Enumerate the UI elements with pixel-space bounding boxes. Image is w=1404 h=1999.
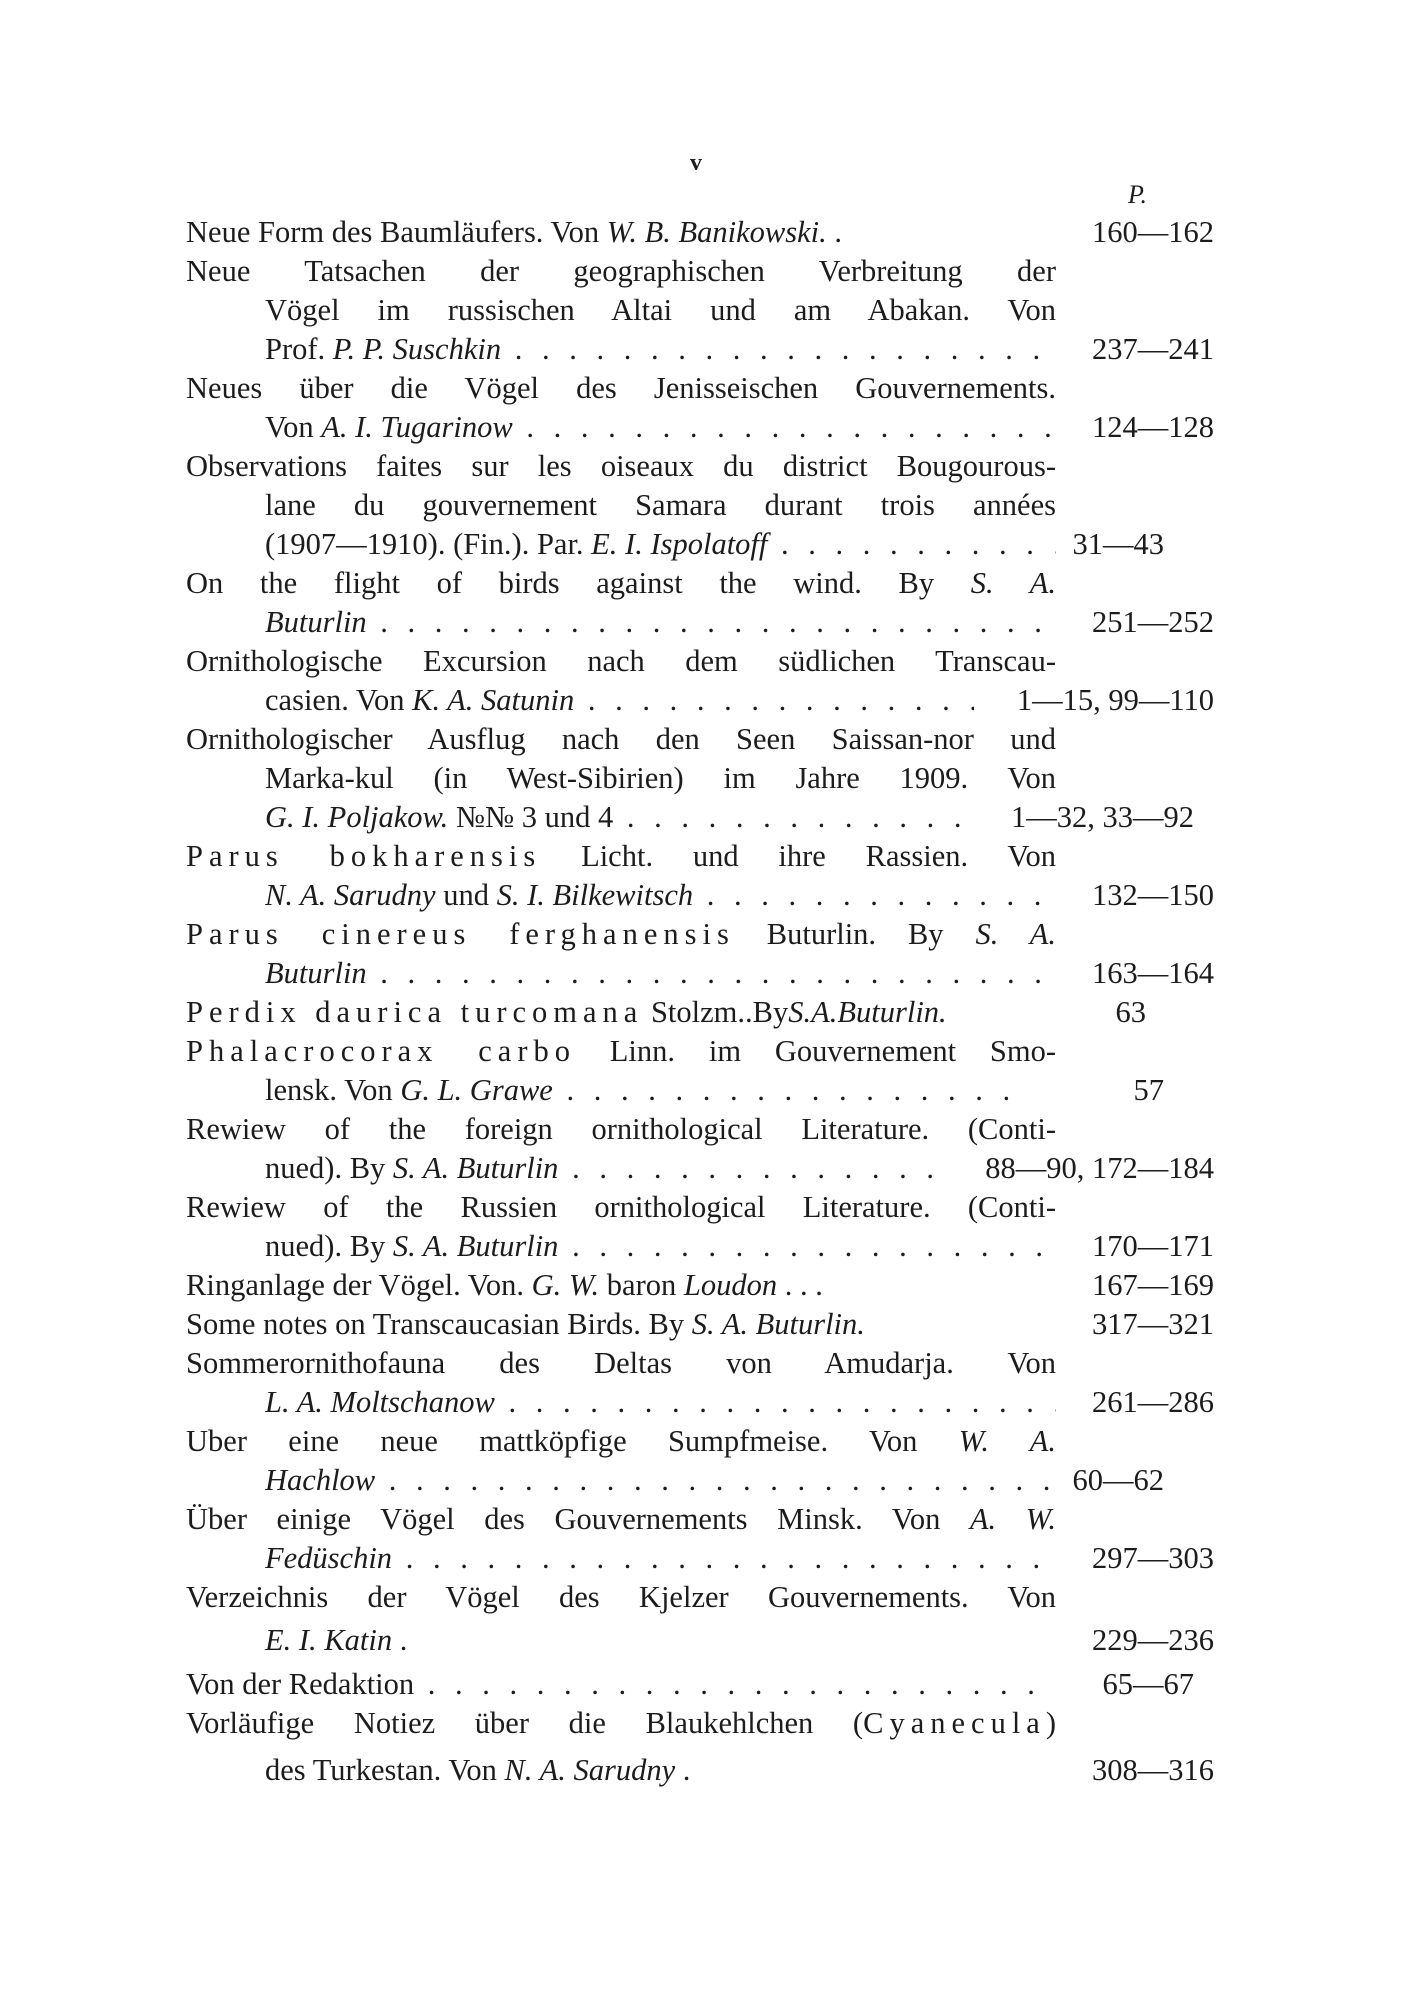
entry-pages: 60—62 (1072, 1463, 1164, 1497)
entry-title: Uber eine neue mattköpfige Sumpfmeise. Von (186, 1424, 959, 1458)
entry-species: Parus cinereus ferghanensis (186, 917, 735, 951)
index-entry-cont (0, 1382, 1404, 1422)
entry-title-cont: des Turkestan. Von (265, 1753, 505, 1787)
entry-pages: 88—90, 172—184 (985, 1151, 1214, 1185)
entry-author: E. I. Katin (265, 1623, 393, 1657)
entry-author: Loudon (683, 1268, 778, 1302)
entry-pages: 124—128 (1092, 410, 1214, 444)
index-entry (0, 992, 1404, 1032)
entry-title-cont: nued). By (265, 1229, 393, 1263)
entry-title: Observations faites sur les oiseaux du district Bougourous- (186, 449, 1056, 483)
entry-author: Buturlin (265, 605, 367, 639)
entry-author: E. I. Ispolatoff (591, 527, 768, 561)
entry-pages: 132—150 (1092, 878, 1214, 912)
entry-author: K. A. Satunin (412, 683, 575, 717)
entry-author: S.A.Buturlin. (788, 995, 947, 1029)
index-entry-cont (0, 1460, 1404, 1500)
entry-pages: 229—236 (1092, 1623, 1214, 1657)
entry-pages: 163—164 (1092, 956, 1214, 990)
index-entry (0, 1187, 1404, 1227)
index-entry (0, 641, 1404, 681)
index-entry-cont (0, 1620, 1404, 1660)
entry-pages: 167—169 (1092, 1268, 1214, 1302)
index-entry-cont (0, 524, 1404, 564)
entry-pages: 1—15, 99—110 (1016, 683, 1214, 717)
entry-title: Vorläufige Notiez über die Blaukehlchen ( (186, 1706, 864, 1740)
entry-title-cont: (1907—1910). (Fin.). Par. (265, 527, 592, 561)
index-entry (0, 1031, 1404, 1071)
entry-pages: 1—32, 33—92 (1011, 800, 1194, 834)
entry-title-cont: . (675, 1753, 691, 1787)
entry-title-cont: №№ 3 und 4 (448, 800, 614, 834)
index-entry (0, 1703, 1404, 1743)
entry-author: W. B. Banikowski. (606, 215, 827, 249)
entry-author: Hachlow (265, 1463, 376, 1497)
entry-author: S. I. Bilkewitsch (496, 878, 694, 912)
entry-pages: 317—321 (1092, 1307, 1214, 1341)
entry-author: S. A. Buturlin (392, 1151, 559, 1185)
index-entry-cont (0, 290, 1404, 330)
index-entry (0, 1499, 1404, 1539)
entry-author: Buturlin (265, 956, 367, 990)
entry-title: Ornithologische Excursion nach dem südlichen Transcau- (186, 644, 1056, 678)
index-entry (0, 563, 1404, 603)
entry-title-cont: lensk. Von (265, 1073, 401, 1107)
index-entry-cont (0, 1148, 1404, 1188)
entry-pages: 160—162 (1092, 215, 1214, 249)
index-entry-cont (0, 329, 1404, 369)
index-entry-cont (0, 1750, 1404, 1790)
entry-pages: 31—43 (1072, 527, 1164, 561)
index-entry-cont (0, 1226, 1404, 1266)
pages-column-label: P. (1128, 180, 1148, 209)
entry-author: W. A. (958, 1424, 1056, 1458)
index-entry-cont (0, 797, 1404, 837)
entry-pages: 308—316 (1092, 1753, 1214, 1787)
index-entry-cont (0, 953, 1404, 993)
entry-author: S. A. Buturlin (392, 1229, 559, 1263)
entry-title: Some notes on Transcaucasian Birds. By (186, 1307, 692, 1341)
entry-title: baron (599, 1268, 684, 1302)
entry-title-cont: und (435, 878, 497, 912)
index-entry (0, 719, 1404, 759)
index-entry-cont (0, 680, 1404, 720)
index-entry (0, 1664, 1404, 1704)
entry-author: G. W. (531, 1268, 600, 1302)
entry-title: Buturlin. By (734, 917, 976, 951)
entry-title-cont: nued). By (265, 1151, 393, 1185)
index-entry-cont (0, 602, 1404, 642)
entry-pages: 57 (1133, 1073, 1164, 1107)
index-entry: Ringanlage der Vögel. Von. G. W. baron Loudon . . . 167—169 (0, 1265, 1404, 1305)
entry-author: S. A. (975, 917, 1056, 951)
entry-author: G. L. Grawe (400, 1073, 553, 1107)
entry-author: S. A. Buturlin. (691, 1307, 865, 1341)
index-entry (0, 446, 1404, 486)
entry-pages: 237—241 (1092, 332, 1214, 366)
entry-author: S. A. (970, 566, 1056, 600)
entry-pages: 63 (1115, 995, 1146, 1029)
entry-title-cont: lane du gouvernement Samara durant trois années (265, 488, 1056, 522)
index-entry-cont (0, 407, 1404, 447)
entry-title: Ringanlage der Vögel. Von. (186, 1268, 532, 1302)
entry-author: G. I. Poljakow. (265, 800, 449, 834)
entry-title: Linn. im Gouvernement Smo- (575, 1034, 1056, 1068)
index-entry (0, 1577, 1404, 1617)
entry-title: Neue Tatsachen der geographischen Verbreitung der (186, 254, 1056, 288)
entry-title: Ornithologischer Ausflug nach den Seen Saissan-nor und (186, 722, 1056, 756)
entry-species: Cyanecula (863, 1706, 1046, 1740)
index-entry-cont (0, 758, 1404, 798)
index-entry-cont (0, 1070, 1404, 1110)
index-entry-cont (0, 485, 1404, 525)
entry-title-cont: Vögel im russischen Altai und am Abakan. Von (265, 293, 1056, 327)
entry-author: N. A. Sarudny (504, 1753, 676, 1787)
entry-pages: 170—171 (1092, 1229, 1214, 1263)
entry-author: L. A. Moltschanow (265, 1385, 495, 1419)
index-entry (0, 914, 1404, 954)
entry-title: On the flight of birds against the wind. By (186, 566, 971, 600)
entry-title: Verzeichnis der Vögel des Kjelzer Gouvernements. Von (186, 1580, 1056, 1614)
entry-author: Fedüschin (265, 1541, 393, 1575)
entry-title: Sommerornithofauna des Deltas von Amudarja. Von (186, 1346, 1056, 1380)
entry-author: P. P. Suschkin (332, 332, 502, 366)
entry-title: ) (1045, 1706, 1056, 1740)
entry-title-cont: . (392, 1623, 408, 1657)
index-entry (0, 1304, 1404, 1344)
entry-title: Rewiew of the Russien ornithological Literature. (Conti- (186, 1190, 1056, 1224)
entry-pages: 297—303 (1092, 1541, 1214, 1575)
entry-title: Licht. und ihre Rassien. Von (541, 839, 1056, 873)
entry-title-cont: Marka-kul (in West-Sibirien) im Jahre 1909. Von (265, 761, 1056, 795)
index-entry (0, 251, 1404, 291)
index-entry (0, 1109, 1404, 1149)
entry-title-cont: Prof. (265, 332, 333, 366)
entry-title: Stolzm..By (643, 995, 789, 1029)
index-entry-cont (0, 1538, 1404, 1578)
entry-pages: 65—67 (1102, 1667, 1194, 1701)
entry-title-cont: casien. Von (265, 683, 413, 717)
entry-title: Neue Form des Baumläufers. Von (186, 215, 607, 249)
entry-title: Rewiew of the foreign ornithological Literature. (Conti- (186, 1112, 1056, 1146)
index-entry-cont (0, 875, 1404, 915)
entry-author: A. I. Tugarinow (321, 410, 513, 444)
entry-pages: 261—286 (1092, 1385, 1214, 1419)
entry-species: Parus bokharensis (186, 839, 542, 873)
entry-title: Von der Redaktion (186, 1667, 415, 1701)
entry-title: Neues über die Vögel des Jenisseischen Gouvernements. (186, 371, 1056, 405)
index-entry (0, 1343, 1404, 1383)
index-entry (0, 1421, 1404, 1461)
index-entry (0, 836, 1404, 876)
entry-pages: 251—252 (1092, 605, 1214, 639)
entry-species: Perdix daurica turcomana (186, 995, 644, 1029)
entry-author: A. W. (969, 1502, 1056, 1536)
index-entry (0, 368, 1404, 408)
entry-author: N. A. Sarudny (265, 878, 436, 912)
entry-species: Phalacrocorax carbo (186, 1034, 576, 1068)
page-number: v (690, 150, 702, 176)
entry-title: Über einige Vögel des Gouvernements Minsk. Von (186, 1502, 970, 1536)
index-entry: Neue Form des Baumläufers. Von W. B. Banikowski. . 160—162 (0, 212, 1404, 252)
entry-title-cont: Von (265, 410, 322, 444)
